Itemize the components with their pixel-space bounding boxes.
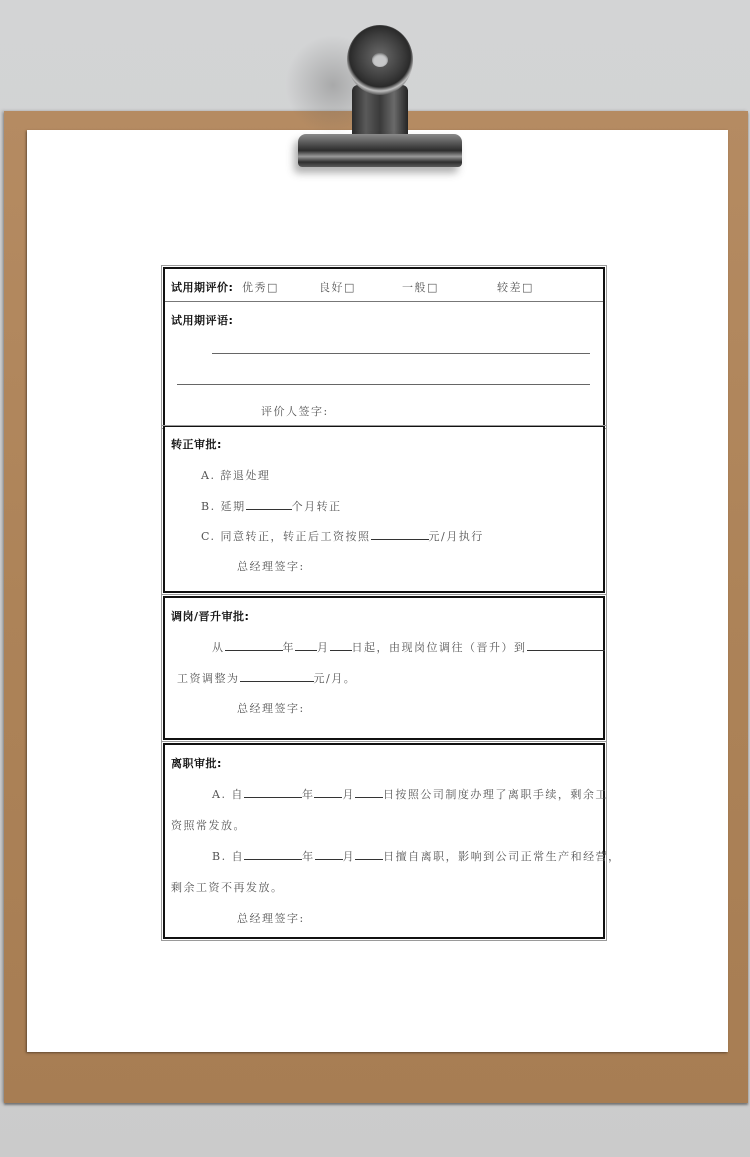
regularization-section [163, 427, 605, 593]
evaluation-row [165, 269, 603, 301]
resign-b-year-field[interactable] [244, 849, 302, 860]
comments-label: 试用期评语: [171, 314, 234, 327]
rating-poor-checkbox[interactable]: 较差□ [497, 281, 534, 294]
option-a-rest: 日按照公司制度办理了离职手续，剩余工 [382, 788, 608, 801]
evaluator-signature-label: 评价人签字: [261, 405, 329, 418]
gm-signature-label: 总经理签字: [237, 702, 305, 715]
salary-adjust-suffix: 元/月。 [313, 672, 357, 685]
option-b-rest: 日擅自离职，影响到公司正常生产和经营， [383, 850, 621, 863]
year-text: 年 [282, 641, 295, 654]
resign-a-year-field[interactable] [244, 787, 302, 798]
transfer-month-field[interactable] [295, 640, 317, 651]
binder-clip-hole [372, 53, 388, 67]
evaluation-section [163, 267, 605, 427]
option-approve[interactable] [201, 528, 484, 544]
comment-line-1[interactable] [212, 353, 590, 354]
option-approve-suffix: 元/月执行 [428, 530, 484, 543]
month-text: 月 [342, 788, 355, 801]
year-text: 年 [302, 850, 315, 863]
rating-average-checkbox[interactable]: 一般□ [402, 281, 439, 294]
adjusted-salary-field[interactable] [240, 671, 314, 682]
transfer-date-line [212, 639, 605, 655]
year-text: 年 [301, 788, 315, 801]
resign-a-day-field[interactable] [355, 787, 383, 798]
comments-row [165, 301, 603, 426]
gm-signature-label: 总经理签字: [237, 912, 305, 925]
resign-a-month-field[interactable] [314, 787, 342, 798]
evaluation-label: 试用期评价: [171, 281, 234, 294]
transfer-year-field[interactable] [225, 640, 283, 651]
comment-line-2[interactable] [177, 384, 590, 385]
new-position-field[interactable] [527, 640, 605, 651]
resignation-option-b[interactable] [212, 848, 621, 864]
gm-signature-label: 总经理签字: [237, 560, 305, 573]
rating-good-checkbox[interactable]: 良好□ [319, 281, 356, 294]
salary-field[interactable] [371, 529, 429, 540]
transfer-label: 调岗/晋升审批: [171, 610, 250, 623]
option-a-continued: 资照常发放。 [171, 819, 246, 832]
salary-adjust-line [177, 670, 356, 686]
option-extend-suffix: 个月转正 [291, 500, 342, 513]
option-extend[interactable] [201, 498, 342, 514]
option-a-prefix: A. 自 [212, 788, 244, 801]
rating-excellent-checkbox[interactable]: 优秀□ [242, 281, 279, 294]
extend-months-field[interactable] [246, 499, 292, 510]
transfer-day-field[interactable] [330, 640, 352, 651]
month-text: 月 [342, 850, 356, 863]
option-b-continued: 剩余工资不再发放。 [171, 881, 284, 894]
regularization-label: 转正审批: [171, 438, 222, 451]
probation-approval-form [163, 267, 621, 939]
option-b-prefix: B. 自 [212, 850, 245, 863]
resign-b-day-field[interactable] [355, 849, 383, 860]
transfer-rest-text: 日起，由现岗位调往（晋升）到 [351, 641, 527, 654]
option-approve-prefix: C. 同意转正，转正后工资按照 [201, 530, 371, 543]
from-text: 从 [212, 641, 225, 654]
salary-adjust-prefix: 工资调整为 [177, 672, 240, 685]
resignation-option-a[interactable] [212, 786, 608, 802]
option-extend-prefix: B. 延期 [201, 500, 246, 513]
option-dismiss[interactable]: A. 辞退处理 [201, 469, 271, 482]
binder-clip-bar [298, 134, 462, 167]
month-text: 月 [317, 641, 330, 654]
transfer-section [163, 596, 605, 740]
resignation-section [163, 743, 621, 939]
resignation-label: 离职审批: [171, 757, 222, 770]
resign-b-month-field[interactable] [315, 849, 343, 860]
